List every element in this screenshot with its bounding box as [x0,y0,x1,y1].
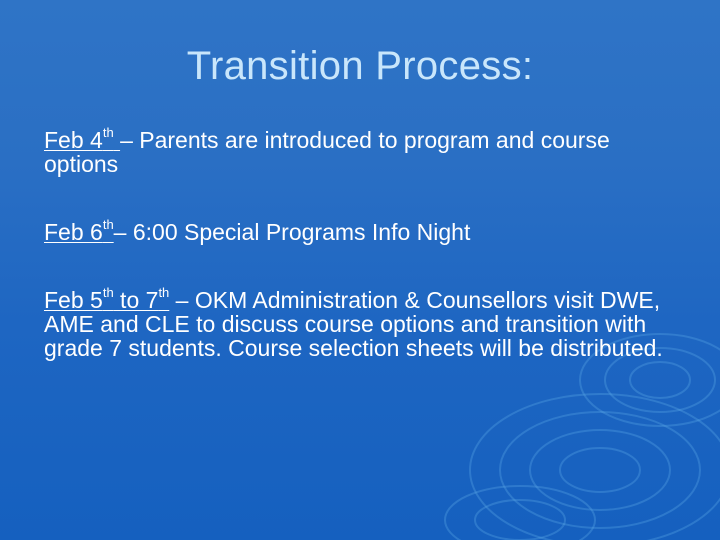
item-text: – Parents are introduced to program and course options [44,127,610,177]
date-label [44,287,169,313]
date-ordinal: th [102,217,114,233]
date-ordinal: th [102,125,114,141]
list-item [44,125,684,177]
date-text: Feb 5 [44,287,103,313]
date-range-text: to 7 [113,287,159,313]
item-text: – 6:00 Special Programs Info Night [113,219,471,245]
date-label [44,219,114,245]
date-ordinal: th [158,285,170,301]
date-label [44,127,120,153]
date-ordinal: th [102,285,114,301]
list-item [44,285,684,361]
slide-title: Transition Process: [186,44,534,88]
item-text: – OKM Administration & Counsellors visit DWE, AME and CLE to discuss course options and transition with grade 7 students. Course selection sheets will be distributed. [44,287,663,361]
date-text: Feb 4 [44,127,103,153]
date-text: Feb 6 [44,219,103,245]
slide-body [44,125,684,361]
list-item [44,217,684,245]
